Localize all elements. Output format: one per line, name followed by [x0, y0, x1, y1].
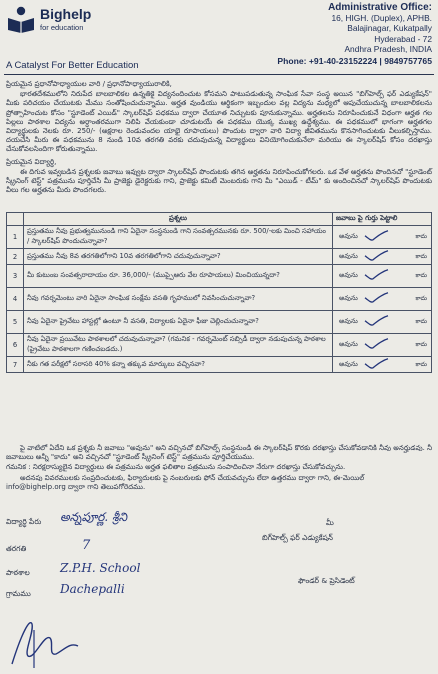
- handwritten-tick-icon: [363, 338, 389, 350]
- question-text: ప్రస్తుతము నీవు 8వ తరగతిలోగాని 10వ తరగతిలోగాని చదువుచున్నావా?: [24, 249, 333, 265]
- question-number: 2: [7, 249, 24, 265]
- question-number: 7: [7, 357, 24, 373]
- header-answer: జవాబు పై గుర్తు పెట్టాలి: [333, 213, 432, 226]
- yes-option[interactable]: అవును: [339, 317, 358, 325]
- no-option[interactable]: కాదు: [415, 233, 427, 240]
- question-text: నీవు ఏదైనా ప్రైవేటు హాస్టల్లో ఉంటూ నీ వసతి, విద్యాలకు ఏదైనా ఫీజు చెల్లించుచున్నావా?: [24, 311, 333, 334]
- contact-note: అదనపు వివరములకు సంప్రదించుటకు, ఫిర్యాదులకు పై నంబరులకు ఫోన్ చేయవచ్చును లేదా ఉత్తరము ద్వారా గాని, ఈ-మెయిల్: [20, 473, 365, 482]
- question-number: 4: [7, 288, 24, 311]
- brand-subtitle: for education: [40, 23, 84, 32]
- table-row: [7, 357, 432, 373]
- illiterate-note: గమనిక : నిరక్షరాస్యులైన విద్యార్థులు ఈ పత్రమును అర్హత ఫలితాల పత్రమును సంపాదించినా నేరుగా దరఖాస్తు చేసుకోవచ్చును.: [6, 463, 346, 472]
- table-row: [7, 265, 432, 288]
- class-value[interactable]: 7: [82, 538, 91, 553]
- answer-cell[interactable]: [333, 311, 432, 334]
- handwritten-tick-icon: [363, 357, 389, 369]
- handwritten-tick-icon: [363, 292, 389, 304]
- intro-paragraph: భారతదేశములోని నిరుపేద బాలబాలికల ఉన్నతికై విద్యనందించుట కోసమని పాటుపడుతున్న సాంఘిక సేవా సంస్థ అయిన "బిగ్‌హెల్ప్ ఫర్ ఎడ్యుకేషన్" మీకు పరిచయం చేయుటకు మేము సంతోషించుచున్నాము. అర్హత వుండియు ఆర్థికంగా ఇబ్బందుల వల్ల విద్యను మధ్యలో ఆపుచేయుచున్న బాలబాలికలను ప్రోత్సాహించుట కోసం "స్టూడెంట్ ఎయిడ్" స్కాలర్‌షిప్ పధకము ద్వారా చేయూత నిచ్చుటకు పూనుకున్నాము. అర్హతలను నిరూపించుకునే విధంగా ఆర్హత గల పిల్లలు పాఠశాల విద్యను అర్ధాంతరముగా నిలిపి వేయకుండా చూడుటయే ఈ పధకము యొక్క ముఖ్య ఉద్దేశ్యము. ఈ పధకములో భాగంగా అర్హతగల విద్యార్థులకు నెలకు రూ. 250/- (అక్షరాల రెండువందల యాభై రూపాయలు) పొందుట ద్వారా వారి విద్యా జీవితమును కొనసాగించుటకు వీలుకల్పిస్తాము. దయచేసి మీరు ఈ పధకమును 8 నుండి 10వ తరగతి వరకు చదువుచున్న విద్యార్థులు వినియోగించుకునేలా మరియు ఈ స్కాలర్‌షిప్ కోసం దరఖాస్తు చేసుకోవలసిందిగా కోరుతున్నాము.: [6, 90, 432, 154]
- brand-name: Bighelp: [40, 6, 92, 22]
- yes-option[interactable]: అవును: [339, 232, 358, 240]
- question-text: నీవు ఏదైనా ప్రయివేటు పాఠశాలలో చదువుచున్నావా? (గమనిక - గవర్నమెంట్ సబ్సిడీ ద్వారా నడుపుచున్న పాఠశాల (ప్రైవేటు పాఠశాలగా గణించబడదు.): [24, 334, 333, 357]
- no-option[interactable]: కాదు: [415, 341, 427, 348]
- table-body: [7, 226, 432, 373]
- no-option[interactable]: కాదు: [415, 360, 427, 368]
- yes-option[interactable]: అవును: [339, 340, 358, 348]
- question-text: ప్రస్తుతము నీవు ప్రభుత్వమునుండి గాని ఏదైనా సంస్థనుండి గాని సంవత్సరమునకు రూ. 500/-లకు మించి సహాయం / స్కాలర్‌షిప్ పొందుచున్నావా?: [24, 226, 333, 249]
- question-text: మీ కుటుంబ సంవత్సరాదాయం రూ. 36,000/- (ముప్పైఆరు వేల రూపాయలు) మించియున్నదా?: [24, 265, 333, 288]
- table-row: [7, 249, 432, 265]
- question-number: 5: [7, 311, 24, 334]
- header-divider: [4, 74, 434, 75]
- bighelp-logo: [6, 4, 146, 42]
- table-header-row: [7, 213, 432, 226]
- no-option[interactable]: కాదు: [415, 252, 427, 260]
- answer-cell[interactable]: [333, 249, 432, 265]
- letter-body: [6, 80, 432, 195]
- student-name-label: విద్యార్థి పేరు: [6, 517, 42, 526]
- table-row: [7, 311, 432, 334]
- answer-cell[interactable]: [333, 265, 432, 288]
- handwritten-tick-icon: [363, 249, 389, 261]
- office-address: [277, 2, 432, 66]
- handwritten-tick-icon: [363, 269, 389, 281]
- closing-yours: మీ: [326, 518, 334, 527]
- answer-cell[interactable]: [333, 226, 432, 249]
- no-option[interactable]: కాదు: [415, 272, 427, 279]
- no-option[interactable]: కాదు: [415, 295, 427, 302]
- yes-option[interactable]: అవును: [339, 359, 358, 368]
- yes-option[interactable]: అవును: [339, 271, 358, 279]
- office-title: Administrative Office:: [328, 2, 432, 13]
- book-logo-icon: [6, 4, 36, 34]
- table-row: [7, 226, 432, 249]
- header-number-cell: [7, 213, 24, 226]
- address-line: Hyderabad - 72: [374, 33, 432, 44]
- closing-organization: బిగ్‌హెల్ప్ ఫర్ ఎడ్యుకేషన్: [262, 533, 333, 542]
- question-number: 6: [7, 334, 24, 357]
- answer-cell[interactable]: [333, 334, 432, 357]
- no-option[interactable]: కాదు: [415, 318, 427, 325]
- question-number: 3: [7, 265, 24, 288]
- eligibility-table: [6, 212, 432, 373]
- question-number: 1: [7, 226, 24, 249]
- closing-title: ఫౌండర్ & ప్రెసిడెంట్: [298, 576, 355, 585]
- salutation-student: ప్రియమైన విద్యార్థి,: [6, 157, 57, 166]
- answer-cell[interactable]: [333, 288, 432, 311]
- question-text: నీవు గవర్నమెంటు వారి ఏదైనా సాంఘిక సంక్షేమ వసతి గృహములో నివసించుచున్నావా?: [24, 288, 333, 311]
- handwritten-tick-icon: [363, 230, 389, 242]
- handwritten-tick-icon: [363, 315, 389, 327]
- header-questions: ప్రశ్నలు: [24, 213, 333, 226]
- tagline: A Catalyst For Better Education: [6, 60, 139, 71]
- village-label: గ్రామము: [6, 589, 31, 598]
- handwritten-signature: [4, 612, 94, 670]
- answer-cell[interactable]: [333, 357, 432, 373]
- school-value[interactable]: Z.P.H. School: [60, 561, 141, 575]
- question-text: నీకు గత పరీక్షలో సరాసరి 40% కన్నా తక్కువ మార్కులు వచ్చినవా?: [24, 357, 333, 373]
- village-value[interactable]: Dachepalli: [60, 582, 125, 596]
- yes-option[interactable]: అవును: [339, 251, 358, 260]
- email-line: info@bighelp.org ద్వారా గాని తెలుపగోరెదము.: [6, 482, 146, 491]
- address-line: Andhra Pradesh, INDIA: [344, 44, 432, 55]
- table-row: [7, 288, 432, 311]
- student-name-value[interactable]: అన్నపూర్ణ. శ్రీని: [60, 510, 128, 524]
- salutation-headmaster: ప్రియమైన ప్రధానోపాధ్యాయుల వారి / ప్రధానోపాధ్యాయురాలికి,: [6, 80, 172, 88]
- notes-block: [6, 444, 432, 492]
- instructions-paragraph: ఈ దిగువ ఇవ్వబడిన ప్రశ్నలకు జవాబు ఇవ్వుట ద్వారా స్కాలర్‌షిప్ పొందుటకు తగిన అర్హతను నిరూపించుకోగలరు. ఒక వేళ అర్హతను పొందినచో "స్టూడెంట్ స్క్రీనింగ్ టెస్ట్" పత్రమును పూర్తిచేసి మీ ప్రాజెక్టు డైరెక్టరుకు గాని, ప్రాజెక్టు కమిటీ మెంబరుకు గాని మీ "ఎయిడ్ - టీమ్" కు అందించినచో స్కాలర్‌షిప్ పొందుటకు వీలు గల అర్హతను మీరు పొందగలరు.: [6, 167, 432, 195]
- school-label: పాఠశాల: [6, 568, 30, 577]
- class-label: తరగతి: [6, 544, 27, 553]
- yes-option[interactable]: అవును: [339, 294, 358, 302]
- address-line: Balajinagar, Kukatpally: [347, 23, 432, 34]
- eligibility-note: పై వాటిలో ఏదేని ఒక ప్రశ్నకు నీ జవాబు "అవును" అని వచ్చినచో బిగ్‌హెల్ప్ సంస్థనుండి ఈ స్కాలర్‌షిప్ కొరకు దరఖాస్తు చేసుకోవడానికి నీవు అనర్హుడవు. నీ జవాబులు అన్నీ "కాదు" అని వచ్చినచో "స్టూడెంట్ స్క్రీనింగ్ టెస్ట్" పత్రమును పూర్తిచేయుము.: [6, 444, 432, 462]
- phone-numbers: Phone: +91-40-23152224 | 9849757765: [277, 55, 432, 66]
- table-row: [7, 334, 432, 357]
- address-line: 16, HIGH. (Duplex), APHB.: [331, 13, 432, 23]
